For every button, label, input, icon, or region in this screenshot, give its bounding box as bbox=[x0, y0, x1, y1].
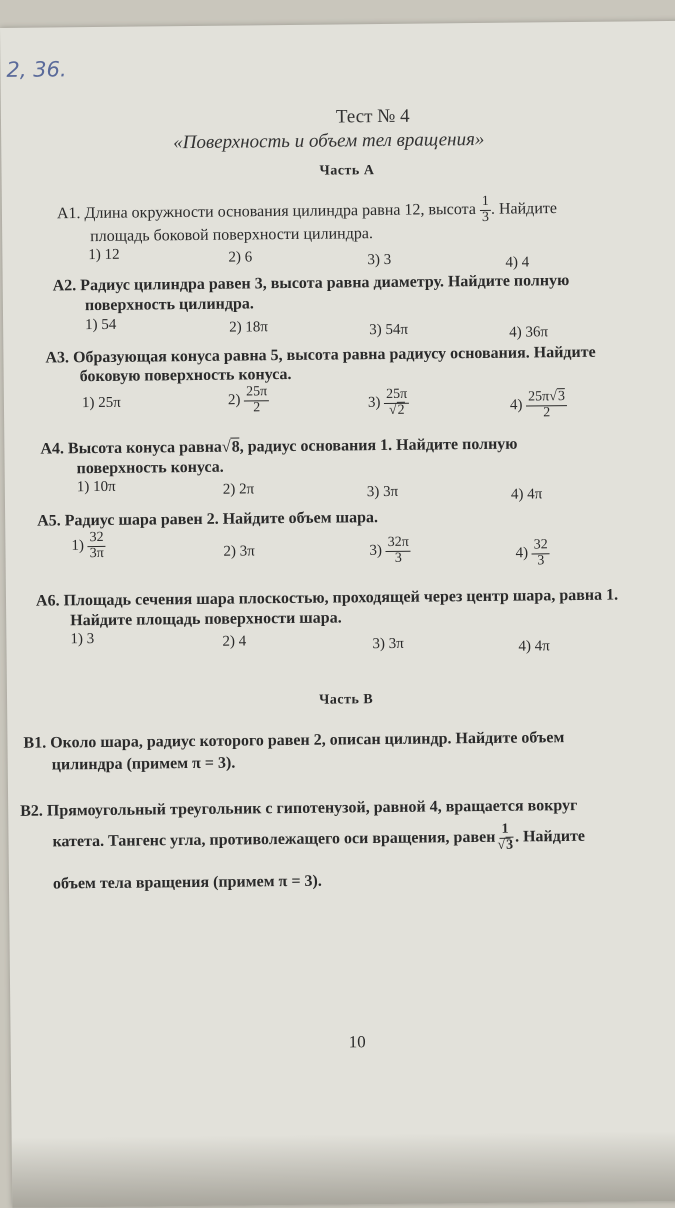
answer-a2-2: 2) 18π bbox=[229, 319, 269, 336]
answer-a4-2: 2) 2π bbox=[222, 481, 255, 498]
question-a4 bbox=[40, 436, 517, 459]
fraction bbox=[244, 385, 269, 416]
question-text: Образующая конуса равна 5, высота равна радиусу основания. Найдите bbox=[72, 343, 596, 367]
answer-a3-3 bbox=[368, 388, 410, 419]
question-a1-line2: площадь боковой поверхности цилиндра. bbox=[90, 225, 373, 246]
question-b1 bbox=[23, 729, 564, 753]
answer-a6-2: 2) 4 bbox=[222, 633, 247, 650]
question-label: А3. bbox=[45, 349, 70, 367]
fraction-numerator: 32π bbox=[386, 536, 411, 552]
question-b2 bbox=[20, 797, 577, 821]
question-a6 bbox=[36, 587, 618, 611]
question-label: А5. bbox=[37, 512, 61, 530]
question-a3-line2: боковую поверхность конуса. bbox=[79, 365, 292, 386]
page-number: 10 bbox=[348, 1032, 366, 1052]
part-a-heading: Часть А bbox=[319, 163, 375, 179]
fraction-denominator: 2 bbox=[253, 399, 261, 416]
sqrt-radicand: 2 bbox=[397, 402, 405, 418]
page-shadow bbox=[12, 1131, 675, 1208]
question-b2-line3: объем тела вращения (примем π = 3). bbox=[52, 872, 322, 893]
question-text: , радиус основания 1. Найдите полную bbox=[239, 435, 518, 456]
question-a6-line2: Найдите площадь поверхности шара. bbox=[70, 609, 342, 630]
answer-a5-3 bbox=[369, 536, 411, 567]
question-text: Около шара, радиус которого равен 2, описан цилиндр. Найдите объем bbox=[50, 729, 565, 752]
fraction-numerator: 25π√3 bbox=[526, 390, 567, 406]
question-b1-line2: цилиндра (примем π = 3). bbox=[51, 754, 236, 774]
fraction-denominator: √3 bbox=[497, 837, 514, 853]
sqrt-expression: √8 bbox=[221, 438, 240, 456]
answer-a2-1: 1) 54 bbox=[85, 316, 117, 334]
fraction-numerator: 1 bbox=[500, 823, 511, 839]
question-a2-line2: поверхность цилиндра. bbox=[84, 295, 254, 315]
answer-a2-3: 3) 54π bbox=[369, 321, 409, 339]
answer-a1-3: 3) 3 bbox=[367, 251, 392, 269]
answer-a6-4: 4) 4π bbox=[518, 638, 550, 655]
question-text: Радиус цилиндра равен 3, высота равна диаметру. Найдите полную bbox=[80, 272, 570, 295]
question-text: Высота конуса равна bbox=[67, 438, 222, 458]
fraction bbox=[480, 195, 491, 225]
question-label: В2. bbox=[20, 802, 43, 820]
answer-a5-2: 2) 3π bbox=[223, 543, 255, 560]
fraction-denominator: 3 bbox=[394, 550, 402, 566]
test-subtitle: «Поверхность и объем тел вращения» bbox=[173, 128, 485, 154]
answer-a2-4: 4) 36π bbox=[509, 324, 549, 341]
question-label: А6. bbox=[35, 592, 60, 610]
question-text: катета. Тангенс угла, противолежащего оси вращения, равен bbox=[52, 828, 496, 851]
answer-a3-1: 1) 25π bbox=[81, 394, 121, 412]
question-text: . Найдите bbox=[514, 827, 586, 846]
sqrt-radicand: 8 bbox=[231, 438, 240, 456]
answer-a5-4 bbox=[515, 538, 550, 569]
question-a1 bbox=[57, 194, 557, 230]
question-b2-line2 bbox=[52, 822, 585, 858]
answer-a1-2: 2) 6 bbox=[228, 249, 253, 266]
answer-prefix: 2) bbox=[227, 392, 241, 409]
fraction bbox=[88, 531, 106, 562]
question-label: В1. bbox=[23, 734, 47, 752]
answer-a4-1: 1) 10π bbox=[76, 478, 116, 496]
question-a3 bbox=[45, 344, 595, 368]
answer-prefix: 3) bbox=[367, 394, 381, 411]
answer-prefix: 1) bbox=[71, 537, 85, 554]
fraction bbox=[386, 536, 411, 567]
answer-a1-1: 1) 12 bbox=[88, 246, 120, 264]
fraction-numerator: 32 bbox=[532, 538, 550, 554]
answer-a6-1: 1) 3 bbox=[70, 631, 95, 648]
fraction bbox=[532, 538, 550, 569]
question-text: . Найдите bbox=[490, 200, 558, 218]
question-text: Площадь сечения шара плоскостью, проходящей через центр шара, равна 1. bbox=[63, 586, 619, 610]
question-text: Длина окружности основания цилиндра равна 12, высота bbox=[84, 200, 476, 222]
sqrt-radicand: 3 bbox=[506, 837, 514, 853]
fraction-numerator: 25π bbox=[384, 388, 409, 404]
question-a2 bbox=[53, 272, 570, 295]
answer-a6-3: 3) 3π bbox=[372, 635, 404, 653]
numerator-coefficient: 25π bbox=[528, 389, 550, 405]
part-b-heading: Часть В bbox=[318, 692, 374, 708]
answer-a4-3: 3) 3π bbox=[366, 483, 399, 501]
fraction bbox=[384, 388, 409, 419]
answer-a3-2 bbox=[228, 385, 270, 416]
fraction bbox=[526, 390, 567, 421]
handwritten-note: 2, 36. bbox=[6, 57, 67, 82]
fraction-numerator: 1 bbox=[480, 195, 491, 211]
fraction-numerator: 32 bbox=[88, 531, 106, 547]
fraction-denominator: 3 bbox=[481, 209, 490, 225]
question-label: А4. bbox=[40, 440, 65, 458]
answer-prefix: 3) bbox=[369, 542, 383, 559]
question-text: Радиус шара равен 2. Найдите объем шара. bbox=[64, 509, 379, 530]
fraction-numerator: 25π bbox=[244, 385, 269, 401]
question-label: А2. bbox=[52, 277, 77, 295]
question-label: А1. bbox=[56, 205, 81, 223]
fraction-denominator: 3 bbox=[537, 553, 545, 569]
answer-prefix: 4) bbox=[515, 545, 529, 562]
fraction bbox=[495, 823, 515, 854]
answer-a3-4 bbox=[510, 390, 567, 421]
answer-a4-4: 4) 4π bbox=[510, 486, 543, 503]
question-a5 bbox=[37, 509, 378, 531]
paper-sheet bbox=[0, 21, 675, 1208]
question-text: Прямоугольный треугольник с гипотенузой, равной 4, вращается вокруг bbox=[46, 796, 578, 820]
answer-prefix: 4) bbox=[509, 397, 523, 414]
fraction-denominator: 3π bbox=[89, 545, 104, 561]
fraction-denominator: √2 bbox=[388, 402, 405, 418]
question-a4-line2: поверхность конуса. bbox=[76, 458, 224, 478]
test-title: Тест № 4 bbox=[335, 105, 410, 128]
answer-a1-4: 4) 4 bbox=[505, 254, 530, 271]
sqrt-radicand: 3 bbox=[557, 389, 565, 405]
fraction-denominator: 2 bbox=[543, 404, 551, 421]
answer-a5-1 bbox=[71, 531, 106, 562]
